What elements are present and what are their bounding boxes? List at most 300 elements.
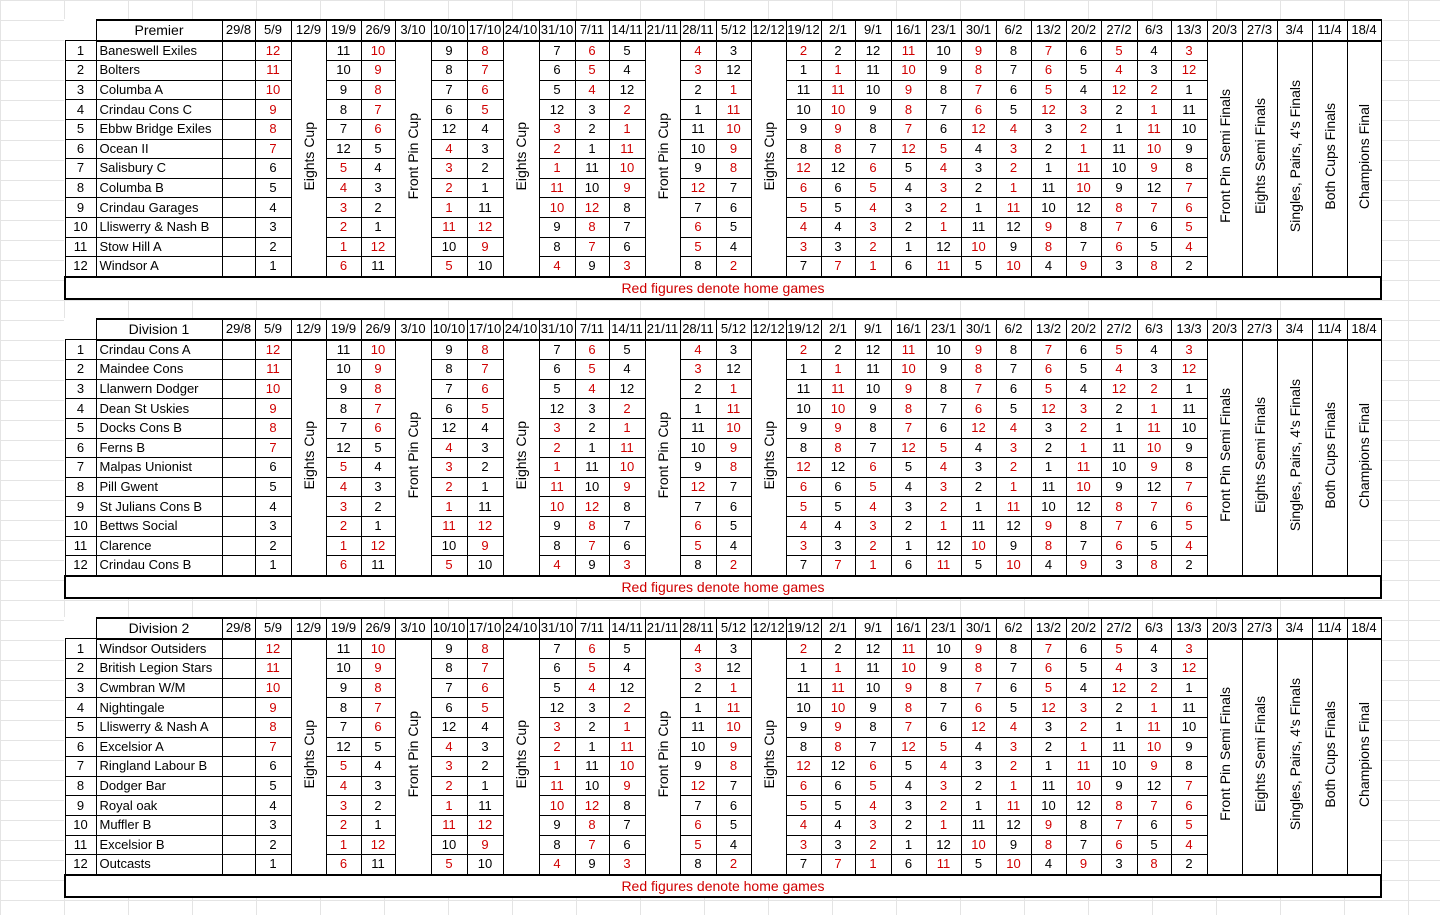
fixture-cell: 5 xyxy=(467,100,503,120)
fixture-cell: 11 xyxy=(1031,776,1066,796)
date-header: 2/1 xyxy=(821,319,855,340)
fixture-cell: 10 xyxy=(1171,119,1207,139)
fixture-cell: 10 xyxy=(609,159,645,179)
date-header: 3/10 xyxy=(395,618,431,639)
fixture-cell: 1 xyxy=(716,678,751,698)
fixture-cell: 3 xyxy=(609,556,645,576)
fixture-cell: 8 xyxy=(539,835,575,855)
fixture-cell: 2 xyxy=(1101,100,1137,120)
fixture-cell: 5 xyxy=(326,159,361,179)
eights-label xyxy=(503,41,539,277)
date-header: 5/9 xyxy=(255,319,291,340)
fixture-cell: 11 xyxy=(821,379,855,399)
fixture-cell: 9 xyxy=(786,717,821,737)
fixture-cell: 6 xyxy=(786,776,821,796)
fixture-cell: 5 xyxy=(609,639,645,659)
fixture-cell: 11 xyxy=(855,61,891,81)
date-header: 31/10 xyxy=(539,319,575,340)
cup-label-text: Eights Cup xyxy=(513,719,529,789)
fixture-cell: 10 xyxy=(1137,438,1171,458)
fixture-cell: 5 xyxy=(575,360,609,380)
fixture-cell: 8 xyxy=(855,418,891,438)
team-name: Dodger Bar xyxy=(96,776,222,796)
team-name: Pill Gwent xyxy=(96,477,222,497)
fixture-cell: 1 xyxy=(575,139,609,159)
fixture-cell: 4 xyxy=(996,418,1031,438)
fixture-cell: 10 xyxy=(1031,796,1066,816)
fixture-cell: 6 xyxy=(996,678,1031,698)
fixture-cell: 1 xyxy=(996,776,1031,796)
fixture-cell: 4 xyxy=(539,257,575,277)
row-number: 6 xyxy=(65,438,96,458)
fixture-cell: 2 xyxy=(716,257,751,277)
fixture-cell: 8 xyxy=(1101,198,1137,218)
fixture-cell: 2 xyxy=(326,815,361,835)
fixture-cell: 7 xyxy=(361,399,395,419)
fixture-cell: 12 xyxy=(326,737,361,757)
fixture-cell: 10 xyxy=(575,178,609,198)
fixture-cell: 6 xyxy=(609,835,645,855)
fixture-cell: 6 xyxy=(855,458,891,478)
team-name: Bolters xyxy=(96,61,222,81)
fixture-cell: 2 xyxy=(326,516,361,536)
fixture-cell: 7 xyxy=(1171,776,1207,796)
cup-label-text: Eights Cup xyxy=(513,420,529,490)
team-name: British Legion Stars xyxy=(96,659,222,679)
fixture-cell: 1 xyxy=(855,556,891,576)
date-header: 17/10 xyxy=(467,20,503,41)
fixture-cell: 8 xyxy=(255,418,291,438)
fixture-cell: 7 xyxy=(575,536,609,556)
fixture-cell: 1 xyxy=(1171,379,1207,399)
fixture-cell: 7 xyxy=(255,438,291,458)
fixture-cell: 10 xyxy=(255,678,291,698)
date-header: 26/9 xyxy=(361,618,395,639)
fixture-cell: 8 xyxy=(431,360,467,380)
fixture-cell: 12 xyxy=(996,815,1031,835)
fixture-cell: 9 xyxy=(609,477,645,497)
fixture-cell: 4 xyxy=(361,757,395,777)
date-header: 13/3 xyxy=(1171,618,1207,639)
fixture-cell: 10 xyxy=(539,497,575,517)
fixture-cell: 8 xyxy=(716,159,751,179)
fixture-cell: 2 xyxy=(431,477,467,497)
fixture-cell: 4 xyxy=(1066,379,1101,399)
fixture-cell xyxy=(222,198,255,218)
eights-label xyxy=(291,340,326,576)
fixture-cell: 12 xyxy=(467,516,503,536)
fixture-cell: 12 xyxy=(996,217,1031,237)
fixture-cell: 4 xyxy=(680,41,716,61)
fixture-cell: 8 xyxy=(891,698,926,718)
fixture-cell: 3 xyxy=(431,159,467,179)
fixture-cell: 9 xyxy=(326,80,361,100)
premier-block xyxy=(64,19,1382,300)
fixture-cell: 1 xyxy=(1137,100,1171,120)
fixture-cell: 1 xyxy=(539,458,575,478)
fixture-cell: 7 xyxy=(255,139,291,159)
fixture-cell: 8 xyxy=(609,796,645,816)
both-cups-label xyxy=(1312,639,1347,875)
fixture-cell: 1 xyxy=(1066,438,1101,458)
fixture-cell: 9 xyxy=(891,80,926,100)
fixture-cell xyxy=(222,399,255,419)
fixture-cell: 5 xyxy=(786,497,821,517)
cup-label-text: Singles, Pairs, 4's Finals xyxy=(1286,80,1303,233)
date-header: 19/12 xyxy=(786,319,821,340)
team-name: Muffler B xyxy=(96,815,222,835)
fixture-cell: 12 xyxy=(326,139,361,159)
fixture-cell: 3 xyxy=(361,776,395,796)
fixture-cell: 6 xyxy=(961,399,996,419)
fixture-cell: 12 xyxy=(609,678,645,698)
fixture-cell: 9 xyxy=(926,61,961,81)
fixture-cell: 6 xyxy=(716,198,751,218)
fixture-cell: 6 xyxy=(1171,497,1207,517)
front-pin-label xyxy=(645,340,680,576)
fixture-cell: 12 xyxy=(1101,678,1137,698)
date-header: 29/8 xyxy=(222,319,255,340)
fixture-cell: 6 xyxy=(1031,360,1066,380)
corner-blank xyxy=(65,319,96,340)
date-header: 5/12 xyxy=(716,618,751,639)
fixture-cell: 10 xyxy=(855,379,891,399)
fixture-cell: 10 xyxy=(821,100,855,120)
eights-label xyxy=(291,41,326,277)
fixture-cell: 10 xyxy=(786,399,821,419)
fixture-cell: 6 xyxy=(926,119,961,139)
fixture-cell: 12 xyxy=(575,796,609,816)
fixture-cell: 10 xyxy=(855,80,891,100)
fixture-cell: 12 xyxy=(609,80,645,100)
fixture-cell: 10 xyxy=(786,698,821,718)
fixture-cell: 10 xyxy=(1171,717,1207,737)
fixture-cell: 3 xyxy=(1101,855,1137,875)
fixture-cell: 3 xyxy=(1137,61,1171,81)
date-header: 6/3 xyxy=(1137,20,1171,41)
fixture-cell: 8 xyxy=(926,379,961,399)
fixture-cell: 7 xyxy=(361,698,395,718)
fixture-cell: 4 xyxy=(1171,237,1207,257)
fixture-cell: 3 xyxy=(680,360,716,380)
date-header: 24/10 xyxy=(503,319,539,340)
fixture-cell: 6 xyxy=(961,100,996,120)
front-pin-semi-label xyxy=(1207,340,1242,576)
fixture-cell: 8 xyxy=(680,556,716,576)
fixture-cell: 11 xyxy=(326,340,361,360)
fixture-cell: 4 xyxy=(716,237,751,257)
fixture-cell: 2 xyxy=(961,776,996,796)
fixture-cell: 12 xyxy=(467,217,503,237)
fixture-cell: 6 xyxy=(680,217,716,237)
fixture-cell: 5 xyxy=(1031,678,1066,698)
date-header: 2/1 xyxy=(821,618,855,639)
fixture-cell: 12 xyxy=(926,835,961,855)
date-header: 30/1 xyxy=(961,20,996,41)
fixture-cell: 9 xyxy=(996,237,1031,257)
fixture-cell: 2 xyxy=(467,757,503,777)
fixture-cell: 2 xyxy=(609,698,645,718)
fixture-cell: 9 xyxy=(855,100,891,120)
fixture-cell: 10 xyxy=(609,458,645,478)
fixture-cell: 3 xyxy=(326,198,361,218)
date-header: 7/11 xyxy=(575,319,609,340)
team-name: Bettws Social xyxy=(96,516,222,536)
date-header: 6/2 xyxy=(996,20,1031,41)
fixture-cell: 11 xyxy=(821,80,855,100)
fixture-cell: 5 xyxy=(467,698,503,718)
both-cups-label xyxy=(1312,340,1347,576)
date-header: 31/10 xyxy=(539,20,575,41)
fixture-cell xyxy=(222,776,255,796)
fixture-cell: 9 xyxy=(996,835,1031,855)
fixture-cell: 10 xyxy=(786,100,821,120)
team-name: Crindau Cons A xyxy=(96,340,222,360)
fixture-cell: 6 xyxy=(575,340,609,360)
date-header: 6/2 xyxy=(996,319,1031,340)
fixture-cell: 3 xyxy=(821,237,855,257)
fixture-cell xyxy=(222,678,255,698)
cup-label-text: Front Pin Cup xyxy=(654,710,671,798)
champions-label xyxy=(1347,340,1381,576)
fixture-cell: 9 xyxy=(1031,217,1066,237)
fixture-cell: 6 xyxy=(431,100,467,120)
fixture-cell: 5 xyxy=(821,198,855,218)
fixture-cell: 3 xyxy=(575,100,609,120)
division-2-block xyxy=(64,617,1382,898)
fixture-cell: 8 xyxy=(361,80,395,100)
fixture-cell: 10 xyxy=(1171,418,1207,438)
date-header: 23/1 xyxy=(926,319,961,340)
date-header: 18/4 xyxy=(1347,618,1381,639)
fixture-cell: 12 xyxy=(539,698,575,718)
fixture-cell: 1 xyxy=(539,159,575,179)
fixture-cell: 12 xyxy=(575,497,609,517)
row-number: 6 xyxy=(65,139,96,159)
fixture-cell: 5 xyxy=(821,497,855,517)
champions-label xyxy=(1347,639,1381,875)
row-number: 1 xyxy=(65,340,96,360)
row-number: 7 xyxy=(65,458,96,478)
fixture-cell: 11 xyxy=(855,360,891,380)
fixture-cell: 4 xyxy=(1101,360,1137,380)
fixture-cell: 12 xyxy=(1066,198,1101,218)
fixture-cell xyxy=(222,815,255,835)
fixture-cell: 11 xyxy=(431,217,467,237)
fixture-cell: 4 xyxy=(1171,536,1207,556)
fixture-cell: 7 xyxy=(926,100,961,120)
fixture-cell: 3 xyxy=(926,178,961,198)
fixture-cell: 9 xyxy=(716,438,751,458)
fixture-cell: 12 xyxy=(1171,659,1207,679)
team-name: Lliswerry & Nash B xyxy=(96,217,222,237)
fixture-cell: 8 xyxy=(1171,757,1207,777)
home-games-note: Red figures denote home games xyxy=(65,875,1381,897)
fixture-cell: 9 xyxy=(1171,139,1207,159)
fixture-cell: 11 xyxy=(326,639,361,659)
fixture-cell: 11 xyxy=(961,516,996,536)
fixture-cell: 8 xyxy=(1066,815,1101,835)
fixture-cell: 5 xyxy=(961,556,996,576)
fixture-cell: 1 xyxy=(326,536,361,556)
fixture-cell: 7 xyxy=(326,119,361,139)
fixture-cell: 2 xyxy=(1031,139,1066,159)
fixture-cell: 5 xyxy=(575,61,609,81)
fixture-cell: 9 xyxy=(680,757,716,777)
fixture-cell: 8 xyxy=(1137,556,1171,576)
fixture-cell: 8 xyxy=(1031,237,1066,257)
front-pin-label xyxy=(395,41,431,277)
date-header: 3/4 xyxy=(1277,618,1312,639)
fixture-cell: 12 xyxy=(716,61,751,81)
fixture-cell: 6 xyxy=(1101,237,1137,257)
eights-semi-label xyxy=(1242,340,1277,576)
fixture-cell: 2 xyxy=(431,776,467,796)
fixture-cell: 12 xyxy=(467,815,503,835)
fixture-cell: 12 xyxy=(255,340,291,360)
fixture-cell: 9 xyxy=(326,379,361,399)
fixture-cell: 5 xyxy=(609,41,645,61)
fixture-cell: 6 xyxy=(431,399,467,419)
fixture-cell: 3 xyxy=(680,659,716,679)
eights-label xyxy=(503,340,539,576)
fixture-cell: 2 xyxy=(575,717,609,737)
fixture-cell: 12 xyxy=(716,659,751,679)
fixture-cell: 1 xyxy=(1031,757,1066,777)
fixture-cell: 2 xyxy=(996,159,1031,179)
row-number: 11 xyxy=(65,237,96,257)
fixture-cell: 8 xyxy=(680,257,716,277)
fixture-cell: 11 xyxy=(786,80,821,100)
fixture-cell: 11 xyxy=(467,796,503,816)
fixture-cell: 2 xyxy=(1066,418,1101,438)
fixture-cell: 8 xyxy=(996,639,1031,659)
fixture-cell: 2 xyxy=(609,399,645,419)
fixture-cell: 4 xyxy=(326,776,361,796)
fixture-cell: 11 xyxy=(1031,477,1066,497)
fixture-cell: 1 xyxy=(539,757,575,777)
fixture-cell: 2 xyxy=(821,41,855,61)
fixture-cell: 9 xyxy=(855,698,891,718)
fixture-cell: 8 xyxy=(821,438,855,458)
fixture-cell: 6 xyxy=(467,379,503,399)
fixture-cell: 5 xyxy=(326,757,361,777)
team-name: Crindau Cons C xyxy=(96,100,222,120)
fixture-cell: 10 xyxy=(361,340,395,360)
fixture-cell: 12 xyxy=(361,536,395,556)
fixture-cell: 8 xyxy=(255,119,291,139)
fixture-cell: 3 xyxy=(1137,659,1171,679)
fixture-cell: 10 xyxy=(575,776,609,796)
fixture-cell: 4 xyxy=(996,119,1031,139)
fixture-cell: 10 xyxy=(326,360,361,380)
fixture-cell: 11 xyxy=(996,796,1031,816)
fixture-cell: 9 xyxy=(1066,855,1101,875)
front-pin-label xyxy=(395,639,431,875)
fixture-cell xyxy=(222,458,255,478)
fixture-cell: 6 xyxy=(1101,536,1137,556)
fixture-cell: 7 xyxy=(326,717,361,737)
team-name: Llanwern Dodger xyxy=(96,379,222,399)
fixture-cell: 11 xyxy=(467,497,503,517)
fixture-cell: 1 xyxy=(855,855,891,875)
fixture-cell: 1 xyxy=(431,796,467,816)
fixture-cell: 2 xyxy=(855,536,891,556)
fixture-cell: 4 xyxy=(539,556,575,576)
fixture-cell: 4 xyxy=(1066,80,1101,100)
fixture-cell: 7 xyxy=(680,497,716,517)
fixture-cell: 9 xyxy=(255,100,291,120)
fixture-cell: 6 xyxy=(1066,639,1101,659)
fixture-cell: 3 xyxy=(716,340,751,360)
fixture-cell: 1 xyxy=(716,80,751,100)
fixture-cell: 5 xyxy=(255,776,291,796)
date-header: 5/12 xyxy=(716,319,751,340)
fixture-cell: 6 xyxy=(680,516,716,536)
fixture-cell: 8 xyxy=(1137,257,1171,277)
fixture-cell: 11 xyxy=(467,198,503,218)
fixture-cell: 5 xyxy=(786,198,821,218)
fixture-cell: 8 xyxy=(891,100,926,120)
fixture-cell: 10 xyxy=(361,41,395,61)
fixture-cell: 10 xyxy=(1031,198,1066,218)
fixture-cell: 10 xyxy=(1066,776,1101,796)
fixture-cell: 11 xyxy=(1171,100,1207,120)
fixture-cell: 11 xyxy=(786,379,821,399)
fixture-cell: 12 xyxy=(961,418,996,438)
fixture-cell: 5 xyxy=(326,458,361,478)
fixture-cell: 4 xyxy=(855,796,891,816)
fixture-cell: 2 xyxy=(1137,379,1171,399)
fixture-cell xyxy=(222,178,255,198)
date-header: 27/3 xyxy=(1242,618,1277,639)
fixture-cell: 1 xyxy=(431,497,467,517)
fixture-cell: 3 xyxy=(609,257,645,277)
team-name: Lliswerry & Nash A xyxy=(96,717,222,737)
fixture-cell: 7 xyxy=(680,796,716,816)
fixture-cell: 6 xyxy=(1137,516,1171,536)
fixture-cell: 8 xyxy=(1171,458,1207,478)
fixture-cell: 6 xyxy=(575,639,609,659)
fixture-cell: 5 xyxy=(539,80,575,100)
fixture-cell: 11 xyxy=(609,438,645,458)
fixture-cell: 10 xyxy=(255,379,291,399)
fixture-cell: 8 xyxy=(786,438,821,458)
fixture-cell xyxy=(222,418,255,438)
fixture-cell: 7 xyxy=(786,257,821,277)
fixture-cell: 3 xyxy=(996,438,1031,458)
fixture-cell: 4 xyxy=(575,678,609,698)
fixture-cell: 4 xyxy=(1101,659,1137,679)
fixture-cell: 6 xyxy=(326,556,361,576)
team-name: Windsor A xyxy=(96,257,222,277)
fixture-cell: 9 xyxy=(539,516,575,536)
fixture-cell: 8 xyxy=(821,139,855,159)
fixture-cell: 9 xyxy=(1137,757,1171,777)
date-header: 19/9 xyxy=(326,618,361,639)
fixture-cell: 11 xyxy=(575,757,609,777)
fixture-cell: 11 xyxy=(996,497,1031,517)
date-header: 10/10 xyxy=(431,20,467,41)
date-header: 30/1 xyxy=(961,319,996,340)
fixture-cell: 6 xyxy=(575,41,609,61)
date-header: 13/2 xyxy=(1031,20,1066,41)
fixture-cell: 10 xyxy=(716,119,751,139)
fixture-cell: 4 xyxy=(1137,41,1171,61)
fixture-cell: 1 xyxy=(680,698,716,718)
fixture-cell: 4 xyxy=(1137,340,1171,360)
fixture-cell xyxy=(222,340,255,360)
